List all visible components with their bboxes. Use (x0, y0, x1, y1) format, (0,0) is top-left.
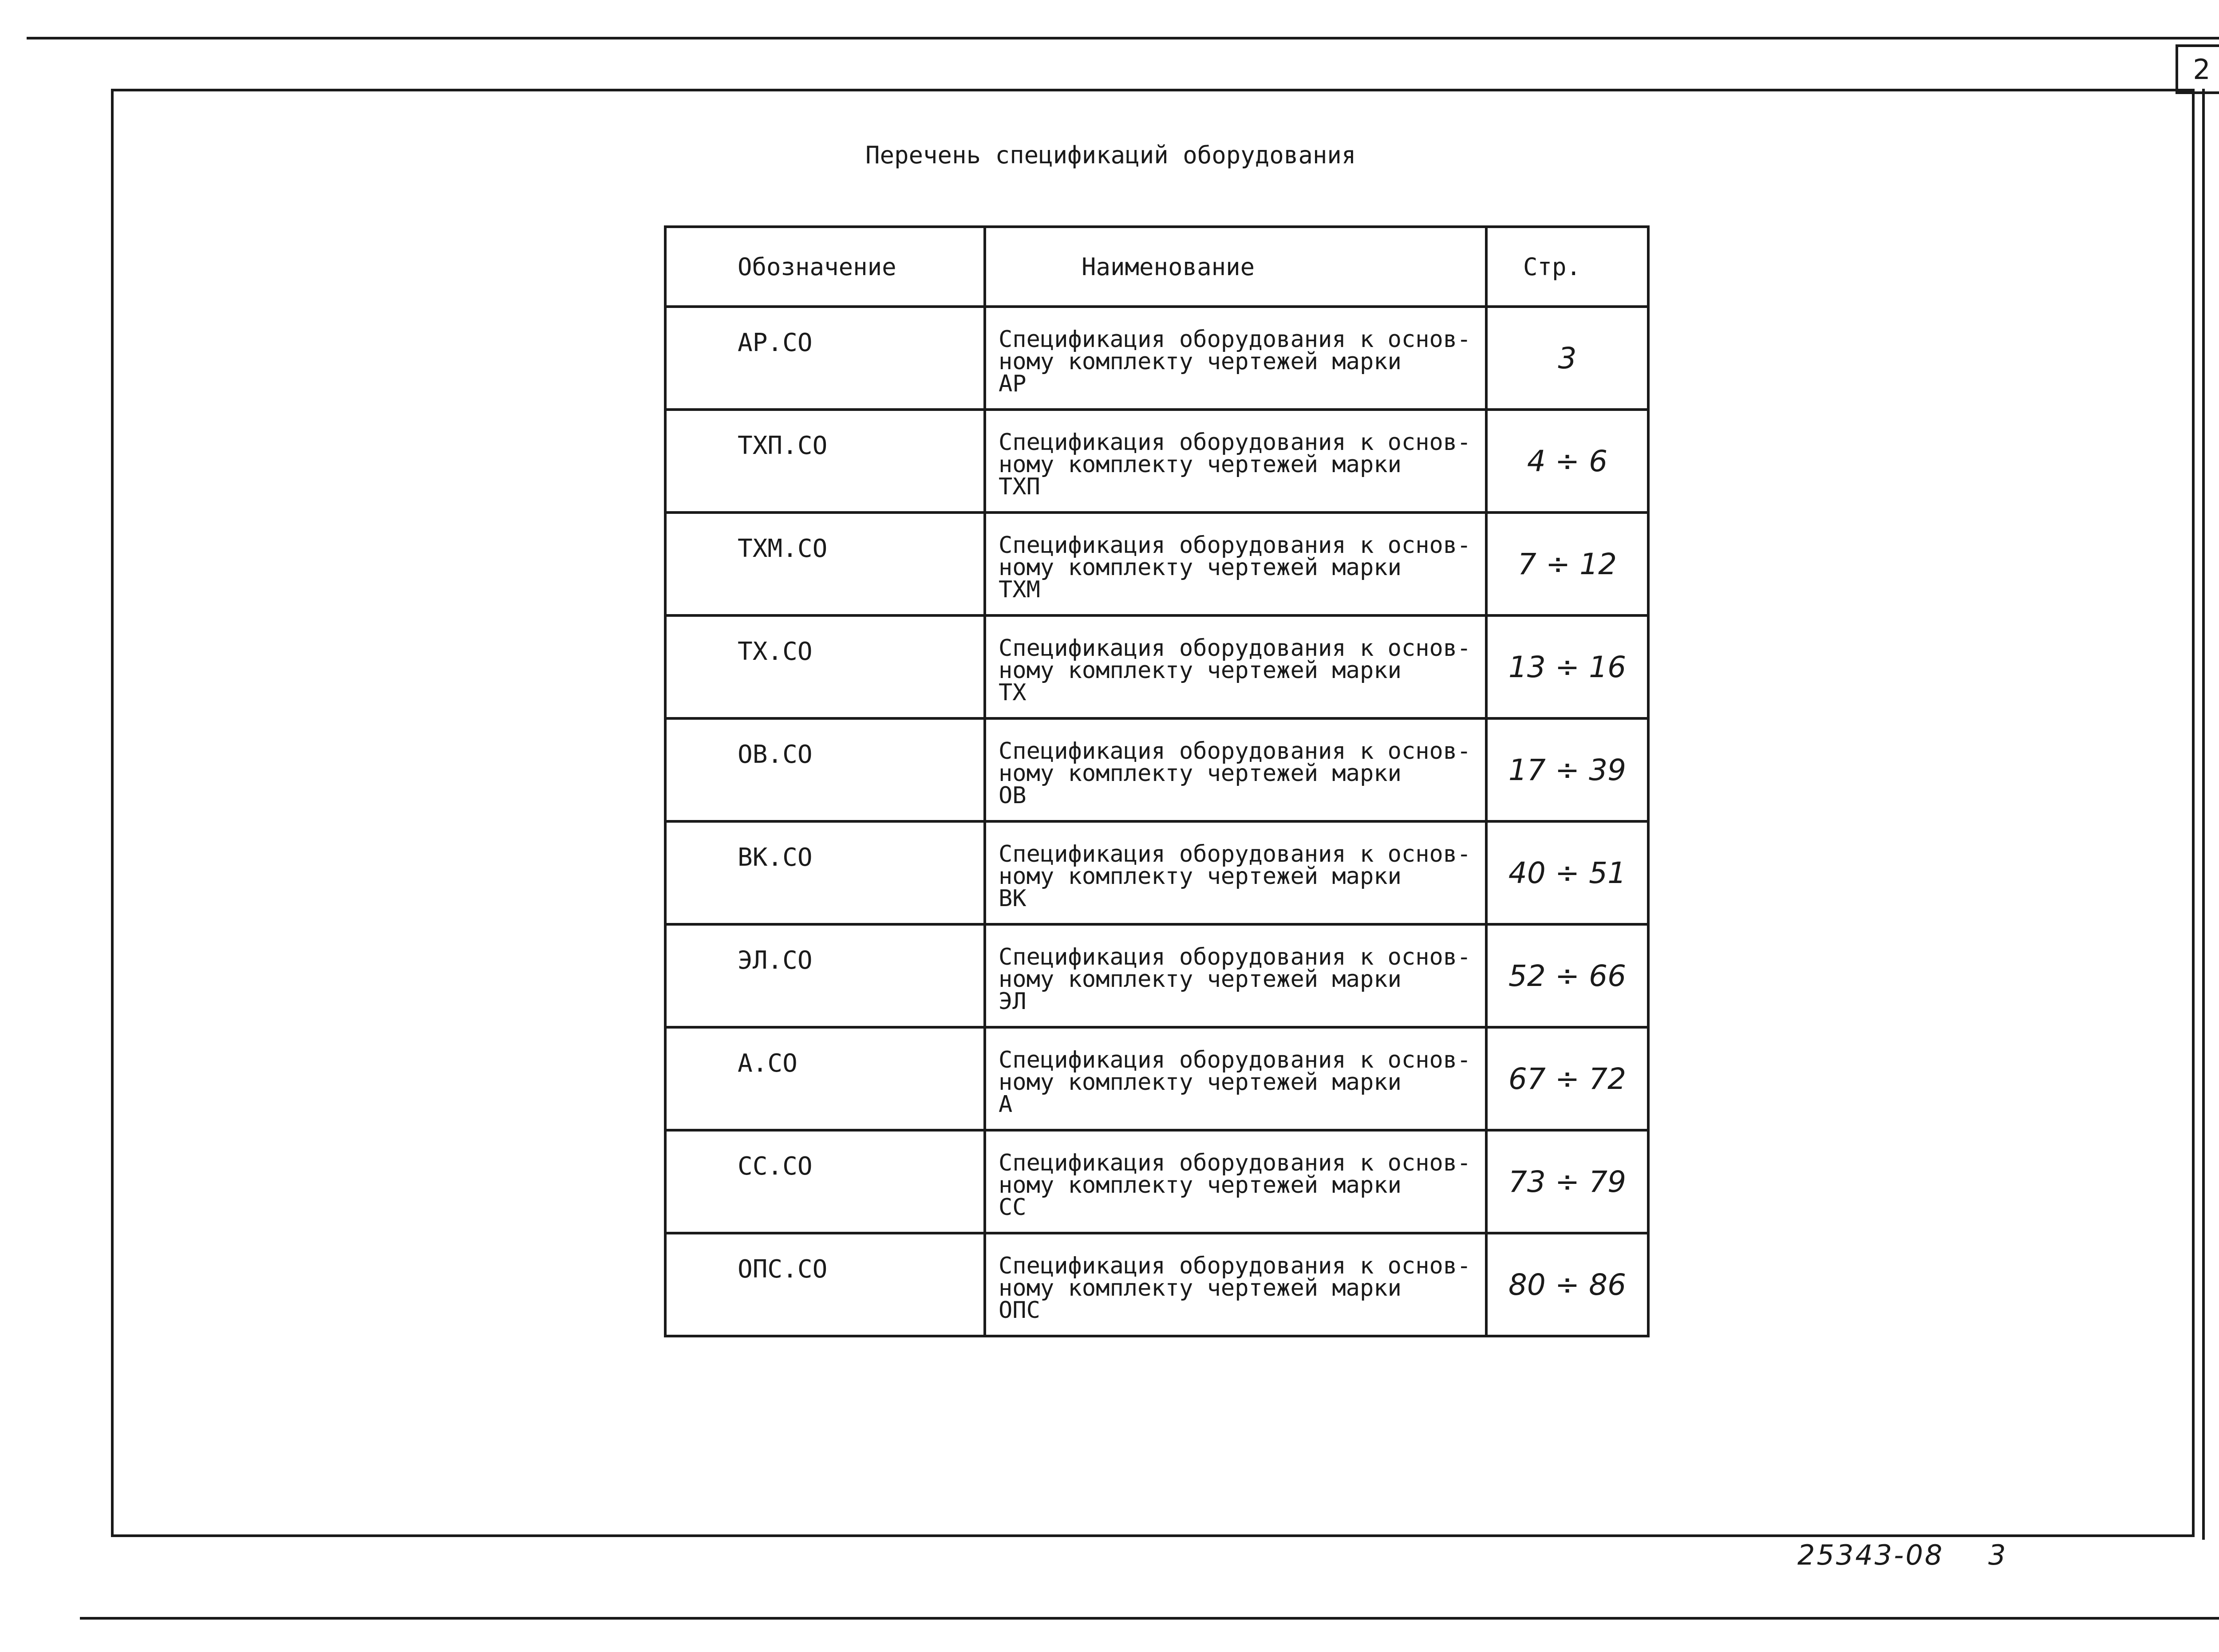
bottom-border-line (80, 1617, 2219, 1620)
row-name-line: ТХ (999, 679, 1027, 706)
row-page: 3 (1486, 307, 1648, 410)
row-code: ТХМ.СО (665, 513, 985, 615)
row-page: 7 ÷ 12 (1486, 513, 1648, 615)
document-code: 25343-08 (1797, 1539, 1944, 1571)
row-code: ЭЛ.СО (665, 924, 985, 1027)
inner-right-line (2202, 89, 2205, 1540)
table-row (665, 821, 1648, 924)
row-name (985, 718, 1486, 821)
row-name (985, 615, 1486, 718)
table-row (665, 1233, 1648, 1336)
table-row (665, 307, 1648, 410)
row-name-line: ному комплекту чертежей марки (999, 863, 1402, 890)
row-name-line: ному комплекту чертежей марки (999, 1275, 1402, 1301)
table-row (665, 410, 1648, 513)
row-name (985, 307, 1486, 410)
header-code: Обозначение (665, 227, 985, 307)
row-name (985, 1130, 1486, 1233)
row-page: 4 ÷ 6 (1486, 410, 1648, 513)
row-name-line: Спецификация оборудования к основ- (999, 635, 1471, 662)
row-page: 40 ÷ 51 (1486, 821, 1648, 924)
footer-sheet-number: 3 (1988, 1539, 2006, 1571)
table-header-row (665, 227, 1648, 307)
row-name-line: Спецификация оборудования к основ- (999, 326, 1471, 353)
row-name-line: А (999, 1091, 1013, 1118)
row-name (985, 513, 1486, 615)
row-name-line: ному комплекту чертежей марки (999, 760, 1402, 787)
table-row (665, 924, 1648, 1027)
row-code: ТХП.СО (665, 410, 985, 513)
header-name: Наименование (985, 227, 1486, 307)
row-page: 17 ÷ 39 (1486, 718, 1648, 821)
row-page: 13 ÷ 16 (1486, 615, 1648, 718)
row-name (985, 1027, 1486, 1130)
row-code: АР.СО (665, 307, 985, 410)
row-name-line: ному комплекту чертежей марки (999, 451, 1402, 478)
row-page: 67 ÷ 72 (1486, 1027, 1648, 1130)
table-row (665, 1027, 1648, 1130)
row-name (985, 821, 1486, 924)
row-name-line: ному комплекту чертежей марки (999, 348, 1402, 375)
row-name-line: ВК (999, 885, 1027, 912)
row-name-line: ному комплекту чертежей марки (999, 657, 1402, 684)
row-name-line: Спецификация оборудования к основ- (999, 532, 1471, 559)
row-name-line: ному комплекту чертежей марки (999, 1069, 1402, 1096)
row-code: ТХ.СО (665, 615, 985, 718)
row-name-line: ному комплекту чертежей марки (999, 966, 1402, 993)
row-name-line: ЭЛ (999, 988, 1027, 1015)
table-row (665, 513, 1648, 615)
sheet-number-box (2176, 44, 2219, 94)
table-row (665, 615, 1648, 718)
row-name-line: ТХМ (999, 576, 1040, 603)
row-name (985, 410, 1486, 513)
row-name-line: Спецификация оборудования к основ- (999, 738, 1471, 765)
row-name-line: Спецификация оборудования к основ- (999, 841, 1471, 867)
row-name-line: ТХП (999, 473, 1040, 500)
specification-list-table (664, 225, 1650, 1337)
row-code: ВК.СО (665, 821, 985, 924)
top-border-line (27, 37, 2219, 39)
table-row (665, 1130, 1648, 1233)
row-page: 80 ÷ 86 (1486, 1233, 1648, 1336)
row-name-line: ному комплекту чертежей марки (999, 554, 1402, 581)
row-name-line: АР (999, 371, 1027, 397)
header-page: Стр. (1486, 227, 1648, 307)
row-name-line: ному комплекту чертежей марки (999, 1172, 1402, 1199)
row-name-line: СС (999, 1194, 1027, 1221)
row-name-line: Спецификация оборудования к основ- (999, 429, 1471, 456)
row-name-line: ОВ (999, 782, 1027, 809)
page-title: Перечень спецификаций оборудования (865, 141, 1356, 169)
sheet-number: 2 (2193, 53, 2211, 86)
row-name-line: Спецификация оборудования к основ- (999, 1150, 1471, 1176)
row-code: СС.СО (665, 1130, 985, 1233)
row-name (985, 924, 1486, 1027)
row-code: ОВ.СО (665, 718, 985, 821)
row-page: 52 ÷ 66 (1486, 924, 1648, 1027)
row-page: 73 ÷ 79 (1486, 1130, 1648, 1233)
row-name-line: Спецификация оборудования к основ- (999, 1047, 1471, 1073)
row-code: А.СО (665, 1027, 985, 1130)
row-name-line: Спецификация оборудования к основ- (999, 1253, 1471, 1279)
row-name-line: ОПС (999, 1297, 1040, 1324)
row-name-line: Спецификация оборудования к основ- (999, 944, 1471, 970)
row-name (985, 1233, 1486, 1336)
table-row (665, 718, 1648, 821)
row-code: ОПС.СО (665, 1233, 985, 1336)
